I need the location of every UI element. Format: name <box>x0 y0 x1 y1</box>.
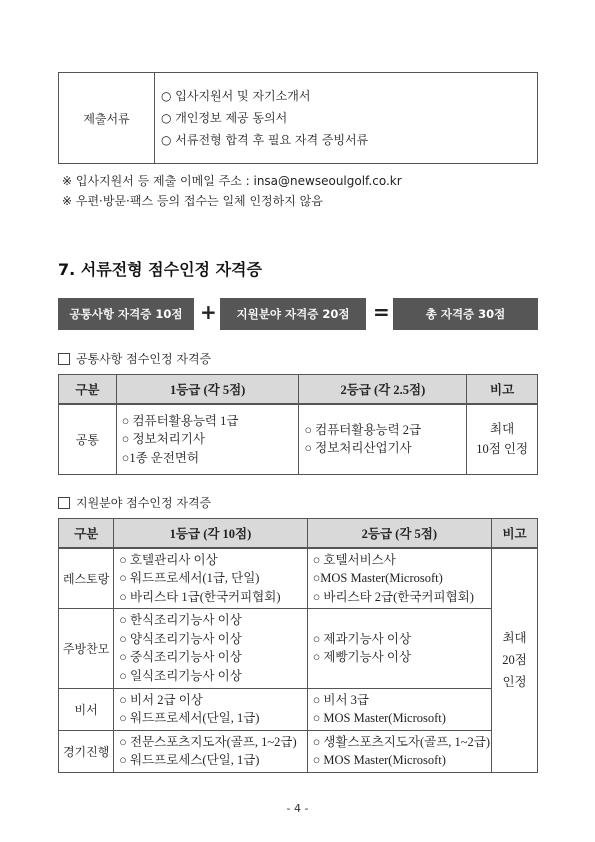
field-table <box>58 518 538 773</box>
note-line: 20점 <box>502 653 527 668</box>
list-item: ○ 제빵기능사 이상 <box>312 650 412 664</box>
common-heading-text: 공통사항 점수인정 자격증 <box>76 352 212 366</box>
list-item: ○ 정보처리산업기사 <box>304 441 412 456</box>
note-line: 10점 인정 <box>476 442 529 457</box>
note-line: 최대 <box>502 631 527 646</box>
grade2-cell <box>307 548 491 608</box>
list-item: ○ 일식조리기능사 이상 <box>119 668 242 683</box>
list-item: ○ 바리스타 2급(한국커피협회) <box>312 589 474 604</box>
col-header: 1등급 (각 10점) <box>114 519 307 549</box>
list-item: ○ 양식조리기능사 이상 <box>119 631 242 646</box>
category-cell: 비서 <box>59 688 114 730</box>
grade1-cell <box>116 404 299 474</box>
note-email: ※ 입사지원서 등 제출 이메일 주소 : insa@newseoulgolf.co.kr <box>62 174 402 188</box>
common-heading <box>58 350 211 367</box>
list-item: ○ 호텔관리사 이상 <box>119 552 218 567</box>
submission-item: ○ 서류전형 합격 후 필요 자격 증빙서류 <box>161 133 369 147</box>
plus-sign: + <box>200 300 217 324</box>
col-header: 2등급 (각 2.5점) <box>299 375 467 405</box>
list-item: ○ 컴퓨터활용능력 1급 <box>121 413 239 428</box>
list-item: ○ 바리스타 1급(한국커피협회) <box>119 589 281 604</box>
list-item: ○ 중식조리기능사 이상 <box>119 650 242 664</box>
list-item: ○ 비서 3급 <box>312 692 369 707</box>
col-header: 비고 <box>467 375 538 405</box>
category-cell: 공통 <box>59 404 117 474</box>
field-heading <box>58 494 211 511</box>
col-header: 구분 <box>59 375 117 405</box>
submission-item: ○ 입사지원서 및 자기소개서 <box>161 89 311 103</box>
list-item: ○ 컴퓨터활용능력 2급 <box>304 422 422 437</box>
col-header: 비고 <box>492 519 538 549</box>
list-item: ○MOS Master(Microsoft) <box>312 571 443 585</box>
col-header: 2등급 (각 5점) <box>307 519 491 549</box>
category-cell: 주방찬모 <box>59 608 114 688</box>
table-row <box>59 608 538 688</box>
submission-label: 제출서류 <box>59 73 155 164</box>
list-item: ○ MOS Master(Microsoft) <box>312 753 446 767</box>
checkbox-icon <box>58 497 70 509</box>
list-item: ○ 생활스포츠지도자(골프, 1~2급) <box>312 734 491 749</box>
col-header: 1등급 (각 5점) <box>116 375 299 405</box>
grade2-cell <box>307 730 491 772</box>
list-item: ○ 정보처리기사 <box>121 432 205 446</box>
grade1-cell <box>114 608 307 688</box>
list-item: ○ 제과기능사 이상 <box>312 631 412 646</box>
grade1-cell <box>114 730 307 772</box>
grade1-cell <box>114 688 307 730</box>
note-no-mail: ※ 우편·방문·팩스 등의 접수는 일체 인정하지 않음 <box>62 194 323 208</box>
category-cell: 레스토랑 <box>59 548 114 608</box>
submission-table <box>58 72 538 164</box>
list-item: ○1종 운전면허 <box>121 450 200 465</box>
note-cell <box>492 548 538 772</box>
grade2-cell <box>299 404 467 474</box>
col-header: 구분 <box>59 519 114 549</box>
note-line: 최대 <box>490 422 515 437</box>
section-title: 7. 서류전형 점수인정 자격증 <box>58 260 262 279</box>
list-item: ○ 전문스포츠지도자(골프, 1~2급) <box>119 734 297 749</box>
submission-items <box>155 73 538 164</box>
table-row <box>59 548 538 608</box>
list-item: ○ 한식조리기능사 이상 <box>119 613 242 627</box>
score-box-total: 총 자격증 30점 <box>393 298 538 330</box>
equals-sign: = <box>373 300 390 324</box>
list-item: ○ 호텔서비스사 <box>312 552 396 567</box>
checkbox-icon <box>58 353 70 365</box>
common-table <box>58 374 538 475</box>
submission-item: ○ 개인정보 제공 동의서 <box>161 111 288 125</box>
list-item: ○ MOS Master(Microsoft) <box>312 711 446 725</box>
list-item: ○ 비서 2급 이상 <box>119 692 203 707</box>
page-number: - 4 - <box>286 802 309 815</box>
note-line: 인정 <box>502 675 527 690</box>
table-row <box>59 688 538 730</box>
score-box-field: 지원분야 자격증 20점 <box>220 298 366 330</box>
note-cell <box>467 404 538 474</box>
grade2-cell <box>307 608 491 688</box>
grade2-cell <box>307 688 491 730</box>
list-item: ○ 워드프로세서(1급, 단일) <box>119 571 260 585</box>
table-row <box>59 730 538 772</box>
score-box-common: 공통사항 자격증 10점 <box>58 298 194 330</box>
list-item: ○ 워드프로세스(단일, 1급) <box>119 753 260 767</box>
grade1-cell <box>114 548 307 608</box>
table-row <box>59 404 538 474</box>
list-item: ○ 워드프로세서(단일, 1급) <box>119 711 260 725</box>
category-cell: 경기진행 <box>59 730 114 772</box>
field-heading-text: 지원분야 점수인정 자격증 <box>76 496 212 510</box>
